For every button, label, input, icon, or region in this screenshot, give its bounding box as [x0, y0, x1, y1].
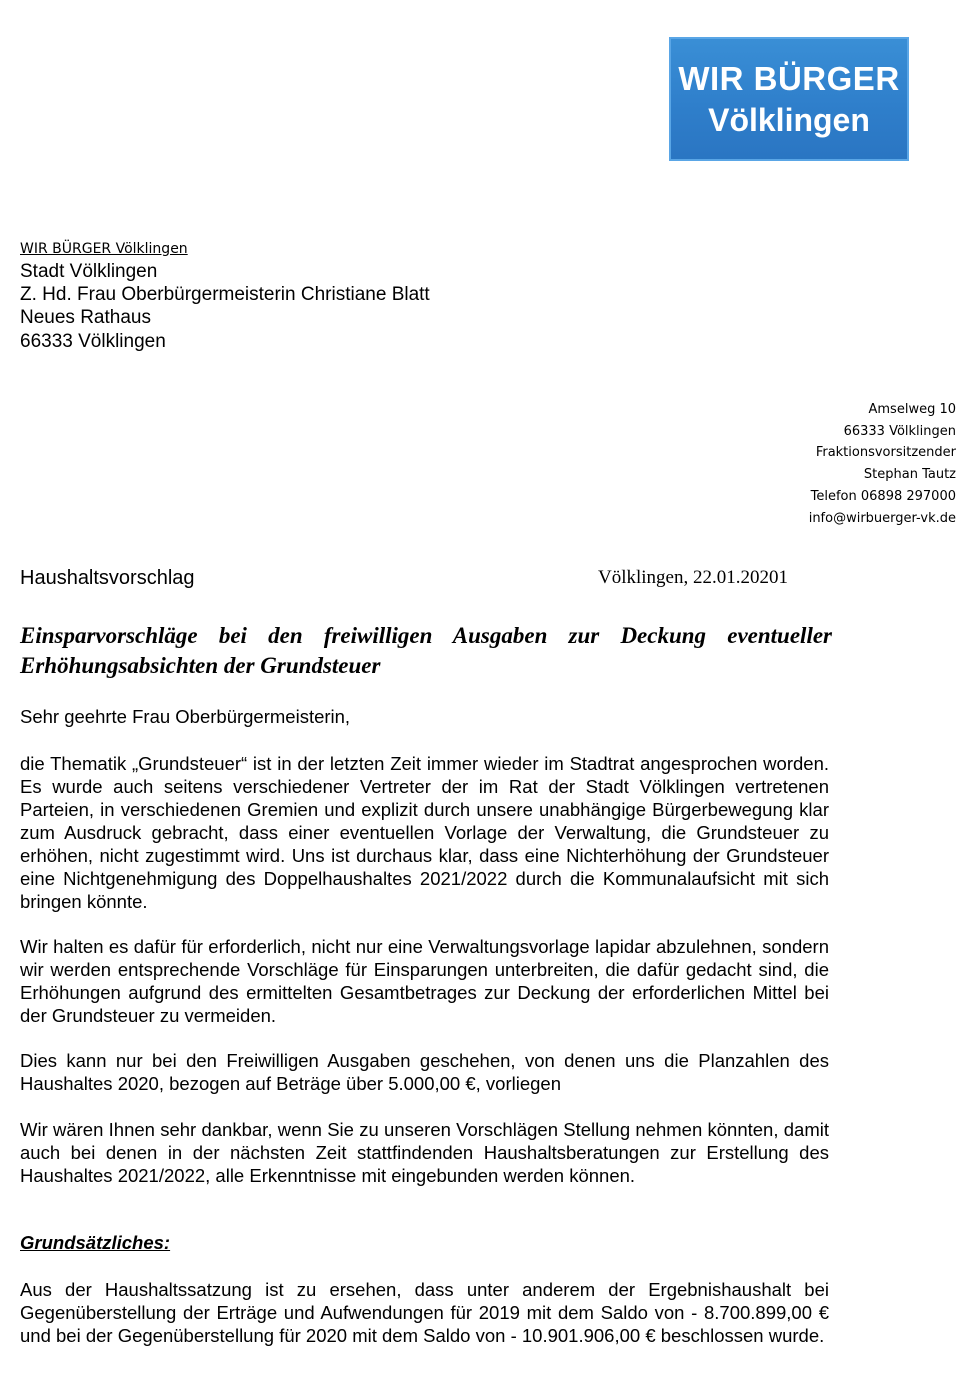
contact-street: Amselweg 10 — [868, 402, 956, 417]
body-paragraph: Dies kann nur bei den Freiwilligen Ausgaben geschehen, von denen uns die Planzahlen des Haushaltes 2020, bezogen auf Beträge über 5.000,00 €, vorliegen — [20, 1050, 829, 1094]
logo-line-1: WIR BÜRGER — [678, 60, 900, 97]
letter-subject: Haushaltsvorschlag — [20, 567, 195, 589]
letter-headline: Einsparvorschläge bei den freiwilligen Ausgaben zur Deckung eventueller Erhöhungsabsichten der Grundsteuer — [20, 623, 832, 678]
logo-line-2: Völklingen — [708, 102, 870, 138]
wir-buerger-logo — [669, 37, 909, 161]
letter-date: Völklingen, 22.01.20201 — [598, 567, 788, 588]
recipient-line: Stadt Völklingen — [20, 261, 158, 282]
body-paragraph: Wir wären Ihnen sehr dankbar, wenn Sie zu unseren Vorschlägen Stellung nehmen könnten, damit auch bei denen in der nächsten Zeit stattfindenden Haushaltsberatungen zur Erstellung des Haushaltes 2021/2022, alle Erkenntnisse mit eingebunden werden können. — [20, 1119, 829, 1186]
contact-email: info@wirbuerger-vk.de — [808, 510, 956, 526]
recipient-line: Neues Rathaus — [20, 307, 151, 329]
contact-phone: Telefon 06898 297000 — [810, 488, 956, 504]
section-paragraph: Aus der Haushaltssatzung ist zu ersehen, dass unter anderem der Ergebnishaushalt bei Gegenüberstellung der Erträge und Aufwendungen für 2019 mit dem Saldo von - 8.700.899,00 € und bei der Gegenüberstellung für 2020 mit dem Saldo von - 10.901.906,00 € beschlossen wurde. — [20, 1279, 829, 1346]
body-paragraph: Wir halten es dafür für erforderlich, nicht nur eine Verwaltungsvorlage lapidar abzulehnen, sondern wir werden entsprechende Vorschläge für Einsparungen unterbreiten, die dafür gedacht sind, die Erhöhungen aufgrund des ermittelten Gesamtbetrages zur Deckung der erforderlichen Mittel bei der Grundsteuer zu vermeiden. — [20, 936, 829, 1026]
sender-contact-block — [809, 399, 956, 529]
sender-return-line: WIR BÜRGER Völklingen — [20, 241, 188, 257]
recipient-line: Z. Hd. Frau Oberbürgermeisterin Christiane Blatt — [20, 284, 430, 306]
recipient-address — [20, 260, 430, 353]
contact-name: Stephan Tautz — [863, 467, 956, 483]
contact-role: Fraktionsvorsitzender — [815, 445, 956, 461]
recipient-line: 66333 Völklingen — [20, 330, 166, 352]
salutation: Sehr geehrte Frau Oberbürgermeisterin, — [20, 706, 351, 727]
section-heading: Grundsätzliches: — [20, 1232, 171, 1253]
contact-city: 66333 Völklingen — [843, 423, 956, 439]
body-paragraph: die Thematik „Grundsteuer“ ist in der letzten Zeit immer wieder im Stadtrat angesprochen worden. Es wurde auch seitens verschiedener Vertreter der im Rat der Stadt Völklingen vertretenen Parteien, in verschiedenen Gremien und explizit durch unsere unabhängige Bürgerbewegung klar zum Ausdruck gebracht, dass einer eventuellen Vorlage der Verwaltung, die Grundsteuer zu erhöhen, nicht zugestimmt wird. Uns ist durchaus klar, dass eine Nichterhöhung der Grundsteuer eine Nichtgenehmigung des Doppelhaushaltes 2021/2022 durch die Kommunalaufsicht mit sich bringen könnte. — [20, 753, 829, 912]
